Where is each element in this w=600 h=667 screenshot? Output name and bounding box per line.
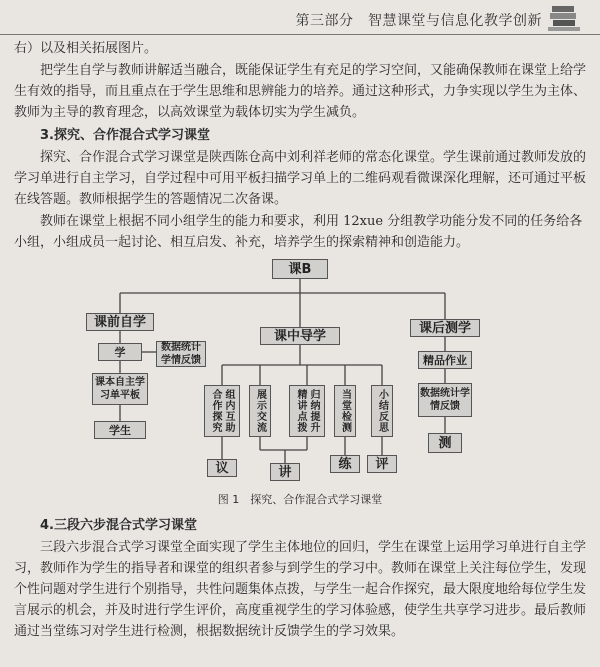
figure-caption: 图 1 探究、合作混合式学习课堂 [217,493,383,506]
books-icon [548,4,580,32]
header-title: 第三部分 智慧课堂与信息化教学创新 [295,13,542,29]
node-show: 展示交流 [249,385,271,437]
node-in-class: 课中导学 [260,327,340,345]
header-rule [0,34,600,35]
node-homework: 精品作业 [418,351,472,369]
heading-3: 3.探究、合作混合式学习课堂 [40,128,210,143]
paragraph-4: 三段六步混合式学习课堂全面实现了学生主体地位的回归，学生在课堂上运用学习单进行自主学习，教师作为学生的指导者和课堂的组织者参与到学生的学习中。教师在课堂上关注每位学生，发现个性问题对学生进行个别指导，共性问题集体点拨，与学生一起合作探究，最大限度地给每位学生发言展示的机会，并及时进行学生评价，高度重视学生的学习体验感，使学生共享学习进步。最后教师通过当堂练习对学生进行检测，根据数据统计反馈学生的学习效果。 [14,540,587,639]
diagram-connectors [60,255,540,485]
node-stats-1: 数据统计学情反馈 [156,341,206,367]
node-root: 课B [272,259,328,279]
node-ping: 评 [367,455,397,473]
paragraph-2: 探究、合作混合式学习课堂是陕西陈仓高中刘利祥老师的常态化课堂。学生课前通过教师发放的学习单进行自主学习，自学过程中可用平板扫描学习单上的二维码观看微课深化理解，还可通过平板在线答题。教师根据学生的答题情况二次备课。 [14,150,587,207]
node-lian: 练 [330,455,360,473]
node-pre-class: 课前自学 [86,313,154,331]
node-group-work: 组内互助合作探究 [204,385,240,437]
node-ce: 测 [428,433,462,453]
node-test: 当堂检测 [334,385,356,437]
node-post-class: 课后测学 [410,319,480,337]
paragraph-0: 右）以及相关拓展图片。 [14,41,158,56]
node-yi: 议 [207,459,237,477]
node-jiang: 讲 [270,463,300,481]
paragraph-1: 把学生自学与教师讲解适当融合，既能保证学生有充足的学习空间，又能确保教师在课堂上给学生有效的指导，而且重点在于学生思维和思辨能力的培养。通过这种形式，力争实现以学生为主体、教师为主导的教育理念，以高效课堂为载体切实为学生减负。 [14,63,587,120]
heading-4: 4.三段六步混合式学习课堂 [40,518,197,533]
node-summary: 归纳提升精讲点拨 [289,385,325,437]
node-xue: 学 [98,343,142,361]
node-student: 学生 [94,421,146,439]
flow-diagram [60,255,540,485]
paragraph-3: 教师在课堂上根据不同小组学生的能力和要求，利用 12xue 分组教学功能分发不同的任务给各小组，小组成员一起讨论、相互启发、补充，培养学生的探索精神和创造能力。 [14,214,583,250]
node-reflect: 小结反思 [371,385,393,437]
node-stats-2: 数据统计学情反馈 [418,383,472,417]
page-header [0,0,600,36]
node-self-study: 课本自主学习单平板 [92,373,148,405]
